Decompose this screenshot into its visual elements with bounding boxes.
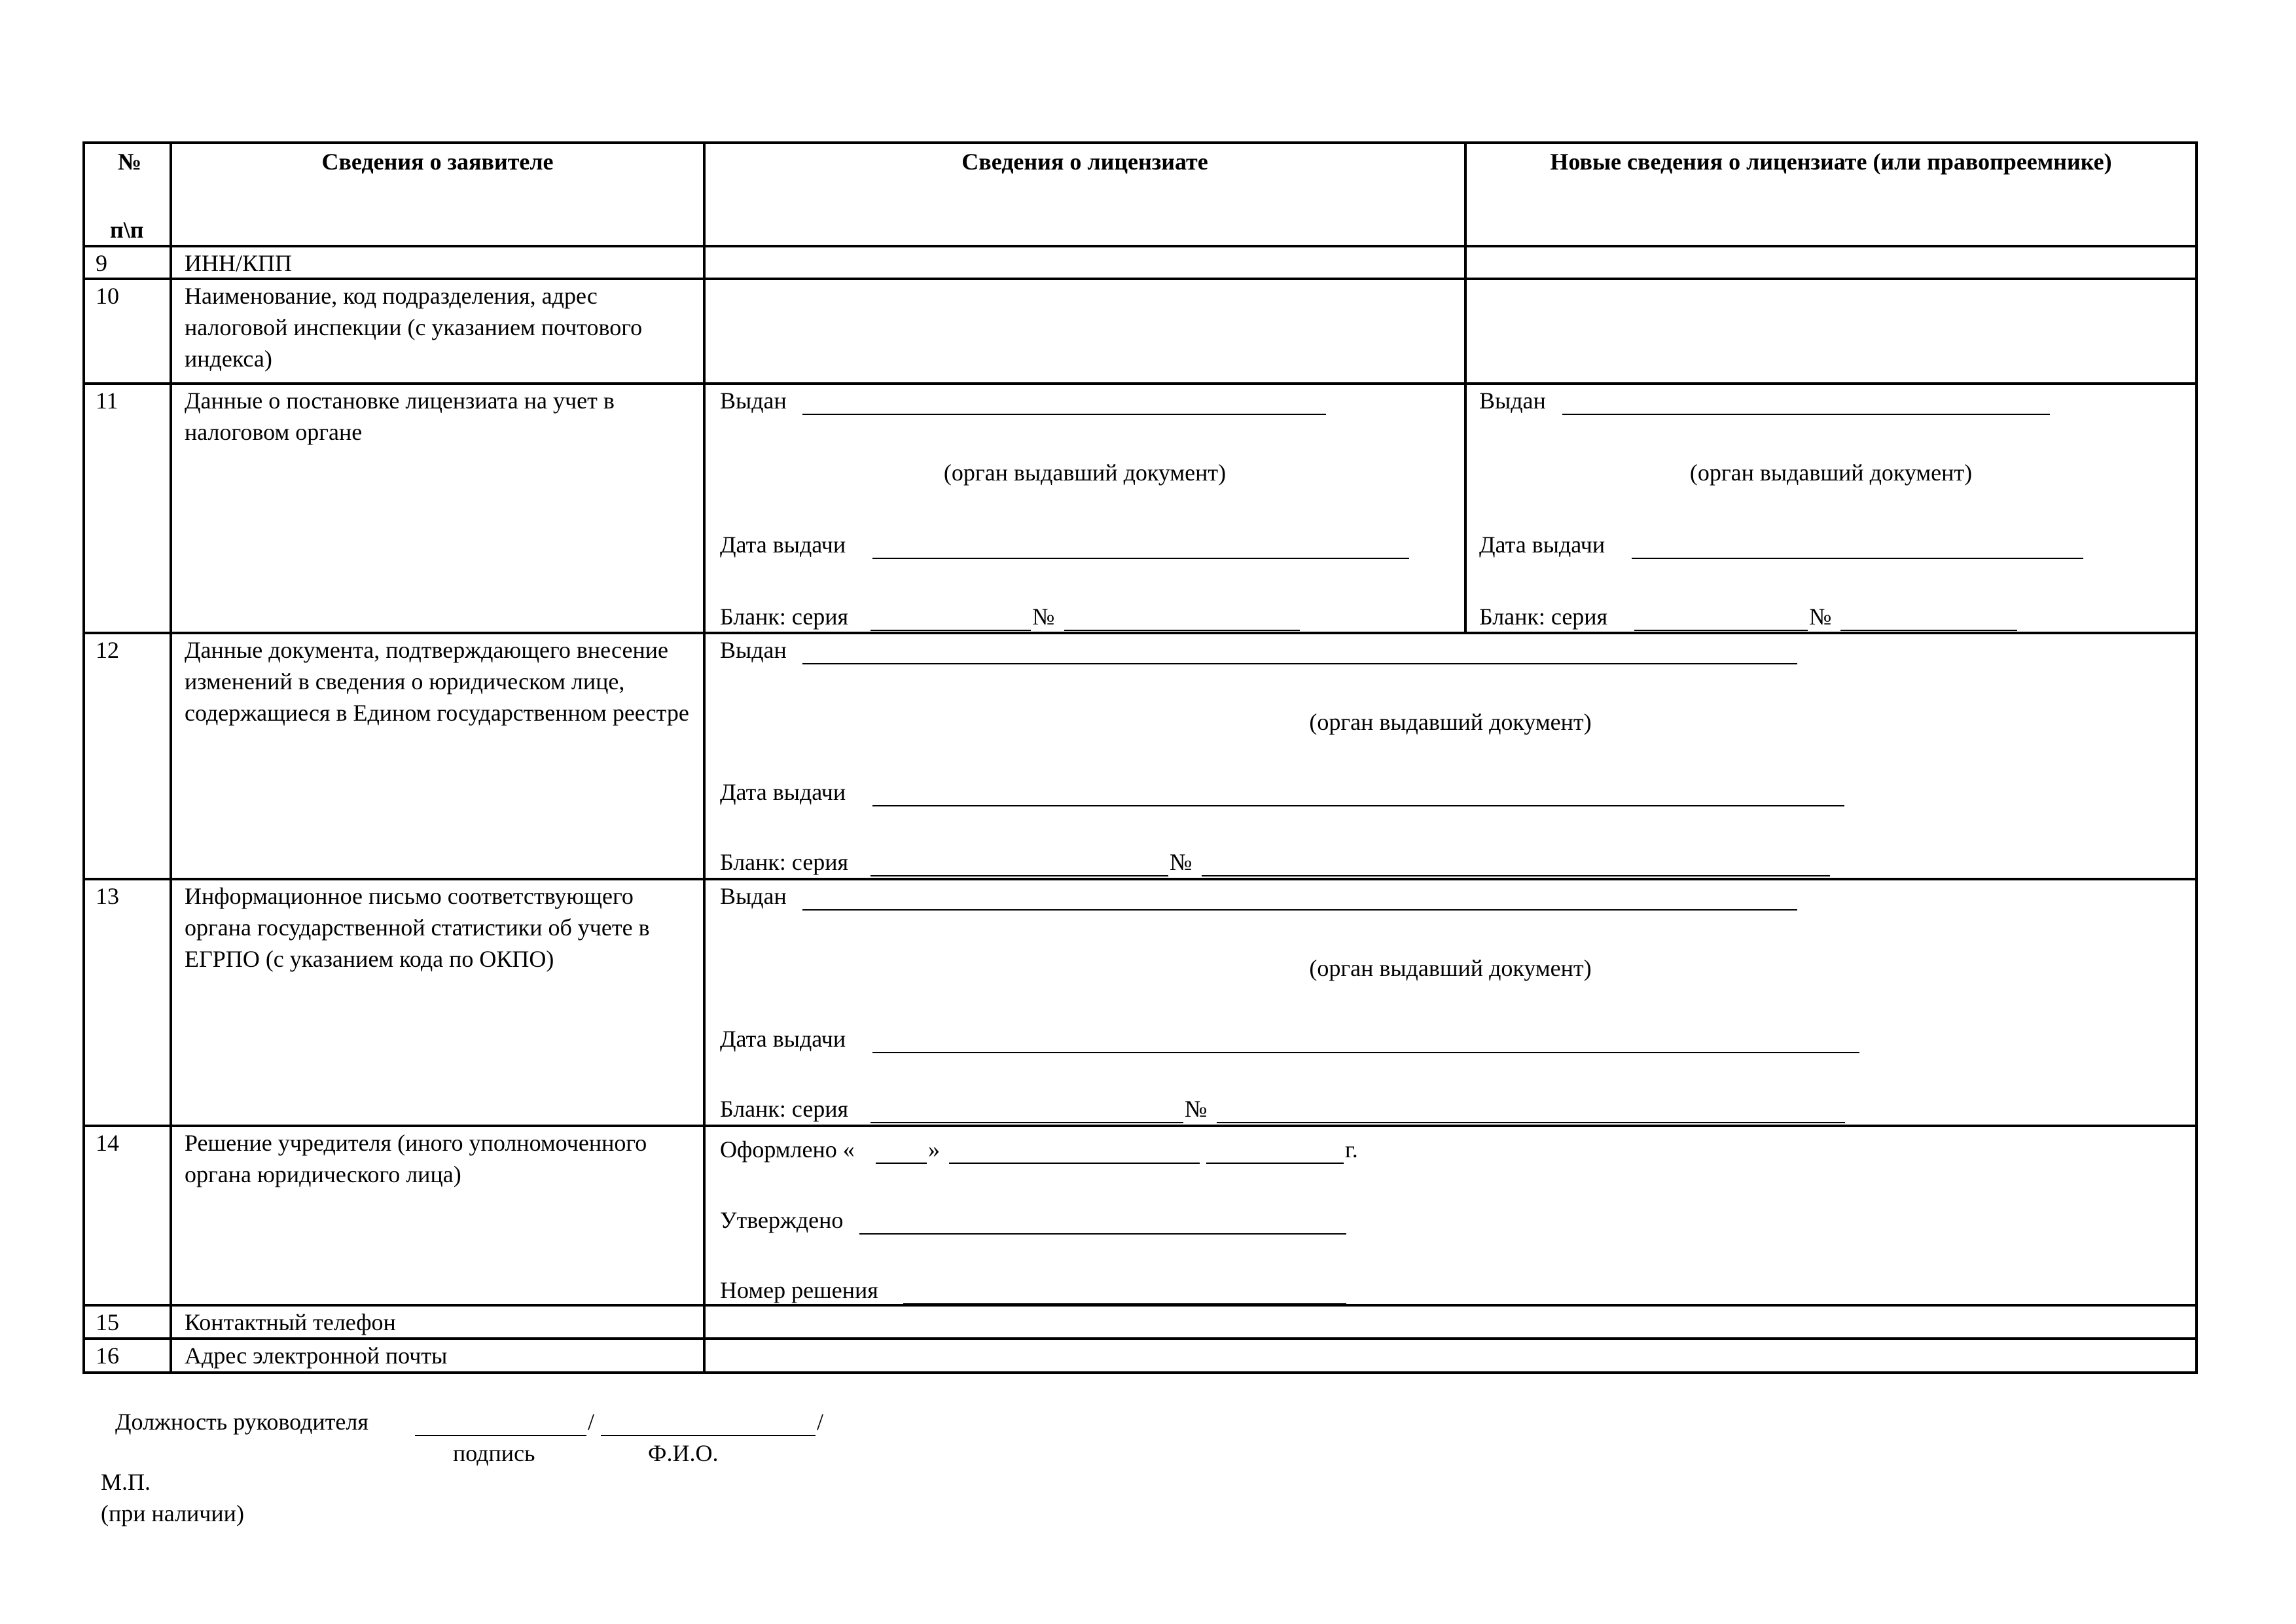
- row-13-label: Информационное письмо соответствующего органа государственной статистики об учете в ЕГРПО (с указанием кода по ОКПО): [185, 883, 650, 972]
- row-11-new-number-sign: №: [1809, 604, 1832, 630]
- row-12-issuer-note: (орган выдавший документ): [1309, 709, 1592, 735]
- row-14-decision-label: Номер решения: [720, 1277, 878, 1303]
- row-13-num: 13: [96, 883, 119, 909]
- row-10-num: 10: [96, 283, 119, 309]
- row-16-value[interactable]: [707, 1341, 2193, 1369]
- row-12-number-line[interactable]: [1202, 875, 1830, 876]
- row-12-num: 12: [96, 637, 119, 663]
- row-14-year-line[interactable]: [1206, 1163, 1344, 1164]
- row-12-series-line[interactable]: [870, 875, 1168, 876]
- row-14-num: 14: [96, 1130, 119, 1156]
- row-14-approved-label: Утверждено: [720, 1207, 844, 1233]
- row-15-value[interactable]: [707, 1308, 2193, 1335]
- slash-1: /: [588, 1409, 595, 1435]
- row-12-label: Данные документа, подтверждающего внесение изменений в сведения о юридическом лице, содержащиеся в Едином государственном реестре: [185, 637, 689, 726]
- row-14-label: Решение учредителя (иного уполномоченного органа юридического лица): [185, 1130, 647, 1187]
- header-licensee: Сведения о лицензиате: [961, 149, 1208, 175]
- row-13-date-label: Дата выдачи: [720, 1026, 846, 1052]
- row-11-new-issued-label: Выдан: [1479, 388, 1546, 414]
- row-11-date-label: Дата выдачи: [720, 532, 846, 558]
- row-10-label: Наименование, код подразделения, адрес налоговой инспекции (с указанием почтового индекса): [185, 283, 643, 372]
- row-16-label: Адрес электронной почты: [185, 1343, 448, 1369]
- row-12-number-sign: №: [1170, 849, 1193, 875]
- row-16-num: 16: [96, 1343, 119, 1369]
- slash-2: /: [817, 1409, 824, 1435]
- row-9-num: 9: [96, 250, 107, 276]
- row-11-date-line[interactable]: [872, 558, 1409, 559]
- row-13-number-sign: №: [1185, 1096, 1208, 1122]
- row-11-label: Данные о постановке лицензиата на учет в налоговом органе: [185, 388, 615, 445]
- row-11-new-number-line[interactable]: [1840, 630, 2017, 631]
- row-13-date-line[interactable]: [872, 1052, 1859, 1053]
- row-11-number-sign: №: [1032, 604, 1055, 630]
- row-13-series-label: Бланк: серия: [720, 1096, 849, 1122]
- signature-caption: подпись: [453, 1440, 535, 1466]
- stamp-label: М.П.: [101, 1469, 151, 1495]
- row-11-new-date-label: Дата выдачи: [1479, 532, 1605, 558]
- row-11-series-label: Бланк: серия: [720, 604, 849, 630]
- row-11-issuer-note: (орган выдавший документ): [943, 460, 1227, 486]
- row-13-number-line[interactable]: [1217, 1122, 1845, 1123]
- row-14-decision-line[interactable]: [903, 1303, 1346, 1305]
- row-12-date-label: Дата выдачи: [720, 779, 846, 805]
- row-15-num: 15: [96, 1309, 119, 1335]
- row-11-series-line[interactable]: [870, 630, 1031, 631]
- row-14-day-line[interactable]: [876, 1163, 927, 1164]
- row-11-num: 11: [96, 388, 118, 414]
- row-13-series-line[interactable]: [870, 1122, 1183, 1123]
- row-9-label: ИНН/КПП: [185, 250, 293, 276]
- row-11-issued-line[interactable]: [802, 414, 1326, 415]
- row-14-month-line[interactable]: [949, 1163, 1200, 1164]
- header-num-sub: п\п: [110, 217, 144, 243]
- row-11-new-date-line[interactable]: [1632, 558, 2083, 559]
- row-12-date-line[interactable]: [872, 805, 1844, 806]
- signature-line[interactable]: [415, 1435, 586, 1436]
- row-11-new-series-line[interactable]: [1634, 630, 1808, 631]
- row-14-formed-label: Оформлено «: [720, 1136, 855, 1163]
- row-12-issued-label: Выдан: [720, 637, 787, 663]
- row-15-label: Контактный телефон: [185, 1309, 396, 1335]
- fio-caption: Ф.И.О.: [648, 1440, 719, 1466]
- row-13-issued-label: Выдан: [720, 883, 787, 909]
- row-12-series-label: Бланк: серия: [720, 849, 849, 875]
- row-11-new-issued-line[interactable]: [1562, 414, 2050, 415]
- row-11-number-line[interactable]: [1064, 630, 1300, 631]
- row-11-new-issuer-note: (орган выдавший документ): [1689, 460, 1973, 486]
- row-11-issued-label: Выдан: [720, 388, 787, 414]
- row-11-new-series-label: Бланк: серия: [1479, 604, 1608, 630]
- header-applicant: Сведения о заявителе: [321, 149, 554, 175]
- row-14-approved-line[interactable]: [859, 1233, 1346, 1235]
- row-13-issued-line[interactable]: [802, 909, 1797, 911]
- row-13-issuer-note: (орган выдавший документ): [1309, 955, 1592, 981]
- position-label: Должность руководителя: [115, 1409, 368, 1435]
- header-num-symbol: №: [118, 149, 142, 175]
- row-14-year-suffix: г.: [1345, 1136, 1358, 1163]
- fio-line[interactable]: [601, 1435, 816, 1436]
- row-12-issued-line[interactable]: [802, 663, 1797, 664]
- row-14-formed-mid: »: [928, 1136, 940, 1163]
- stamp-note: (при наличии): [101, 1500, 244, 1526]
- header-new-licensee: Новые сведения о лицензиате (или правопреемнике): [1550, 149, 2112, 175]
